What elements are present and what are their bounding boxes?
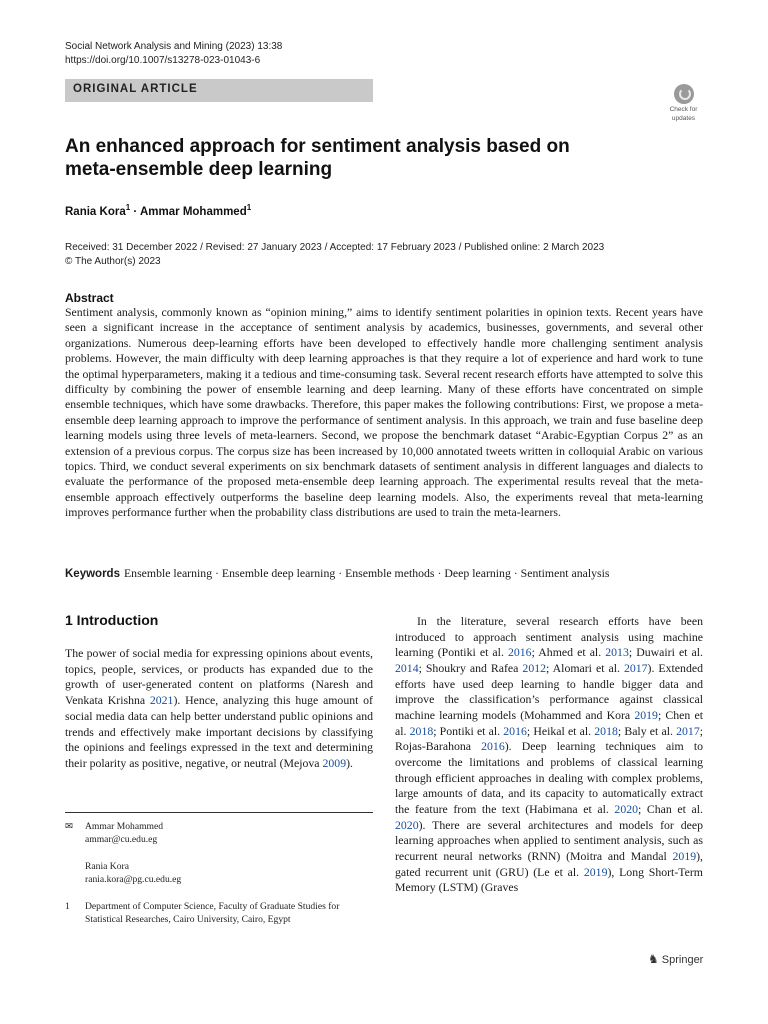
citation-link[interactable]: 2019 [672, 848, 697, 863]
article-type-banner [65, 79, 373, 102]
footnote-divider [65, 812, 373, 813]
citation-link[interactable]: 2021 [149, 693, 174, 708]
publisher-footer [648, 952, 703, 966]
author-list [65, 203, 251, 218]
body-text: ; Rojas-Barahona [395, 723, 703, 754]
publication-history [65, 241, 604, 269]
author-separator: · [133, 205, 138, 218]
body-text: ). [346, 755, 353, 770]
footnote-author-name: Ammar Mohammed [85, 821, 164, 832]
keywords-list: Ensemble learning · Ensemble deep learning · Ensemble methods · Deep learning · Sentiment analysis [123, 566, 610, 580]
affiliation-text: Department of Computer Science, Faculty of Graduate Studies for Statistical Researches, Cairo University, Cairo, Egypt [85, 901, 340, 925]
body-text: ). Hence, analyzing this huge amount of social media data can help better understand public opinions and trends and effectively make important decisions by classifying the opinions and feelings expressed in the text and determining their polarity as positive, negative, or neutral (Mejova [65, 693, 373, 770]
body-text: ). Extended efforts have used deep learning to handle bigger data and improve the classification’s performance against classical machine learning models (Mohammed and Kora [395, 660, 703, 722]
author-name: Ammar Mohammed [140, 205, 247, 218]
check-updates-icon [674, 84, 694, 104]
affiliation-number: 1 [65, 901, 70, 912]
citation-link[interactable]: 2017 [623, 660, 648, 675]
body-text: ; Heikal et al. [526, 723, 595, 738]
springer-horse-icon: ♞ [648, 952, 659, 966]
affiliation-block [65, 900, 373, 926]
paper-title: An enhanced approach for sentiment analysis based on meta-ensemble deep learning [65, 136, 570, 180]
correspondence-footnotes [65, 820, 373, 926]
body-text: ; Chen et al. [395, 707, 703, 738]
citation-link[interactable]: 2018 [594, 723, 618, 738]
copyright-line: © The Author(s) 2023 [65, 256, 161, 267]
body-text: ; Pontiki et al. [433, 723, 504, 738]
publisher-name: Springer [661, 954, 704, 966]
keywords-label: Keywords [65, 568, 120, 580]
check-for-updates-badge[interactable] [664, 84, 703, 124]
affiliation-marker: 1 [246, 203, 252, 212]
dates-line: Received: 31 December 2022 / Revised: 27 January 2023 / Accepted: 17 February 2023 / Published online: 2 March 2023 [65, 242, 605, 253]
journal-citation: Social Network Analysis and Mining (2023) 13:38 [65, 41, 283, 52]
body-text: ; Alomari et al. [546, 660, 624, 675]
body-text: ), gated recurrent unit (GRU) (Le et al. [395, 848, 703, 879]
check-updates-line1: Check for [669, 106, 698, 113]
citation-link[interactable]: 2014 [395, 660, 419, 675]
body-text: ), Long Short-Term Memory (LSTM) (Graves [395, 864, 703, 895]
citation-link[interactable]: 2009 [322, 755, 347, 770]
journal-header [65, 40, 282, 68]
abstract-text: Sentiment analysis, commonly known as “opinion mining,” aims to identify sentiment polarities in opinion texts. Recent years have seen a significant increase in the acceptance of sentiment analysis by academics, businesses, governments, and several other organizations. Numerous deep-learning efforts have been developed to effectively handle more challenging sentiment analysis problems. However, the main difficulty with deep learning approaches is that they require a lot of experience and hard work to tune the optimal hyperparameters, making it a tedious and time-consuming task. Several recent research efforts have attempted to solve this difficulty by combining the power of ensemble learning and deep learning. Many of these efforts have concentrated on simple ensemble techniques, which have some drawbacks. Therefore, this paper makes the following contributions: First, we propose a meta-ensemble deep learning approach to improve the performance of sentiment analysis. In this approach, we train and fuse baseline deep learning models using three levels of meta-learners. Second, we propose the benchmark dataset “Arabic-Egyptian Corpus 2” as an extension of a previous corpus. The corpus size has been increased by 10,000 annotated tweets written in colloquial Arabic on various topics. Third, we conduct several experiments on six benchmark datasets of sentiment analysis in different languages and dialects to evaluate the performance of the proposed meta-ensemble deep learning approach. The experimental results reveal that the meta-ensemble approach effectively outperforms the baseline deep learning models. Also, the experiments reveal that meta-learning improves performance further when the probability class distributions are used to train the meta-learners. [65, 305, 703, 520]
citation-link[interactable]: 2019 [583, 864, 608, 879]
doi-link[interactable]: https://doi.org/10.1007/s13278-023-01043-6 [65, 55, 261, 66]
citation-link[interactable]: 2012 [522, 660, 547, 675]
footnote-author-email[interactable]: ammar@cu.edu.eg [85, 834, 158, 845]
citation-link[interactable]: 2019 [634, 707, 658, 722]
section-heading-introduction: 1 Introduction [65, 612, 159, 628]
body-text: ; Duwairi et al. [628, 645, 703, 660]
keywords-line [65, 566, 705, 581]
envelope-icon: ✉ [65, 821, 74, 832]
citation-link[interactable]: 2016 [481, 739, 505, 754]
body-text: ). Deep learning techniques aim to overcome the limitations and problems of classical learning through efficient approaches in dealing with complex problems, large amounts of data, and its capacity to automatically extract the feature from the text (Habimana et al. [395, 739, 704, 816]
body-text: The power of social media for expressing opinions about events, topics, people, services, or products has expanded due to the growth of user-generated content on platforms (Naresh and Venkata Krishna [65, 646, 373, 708]
footnote-author-name: Rania Kora [85, 861, 129, 872]
body-text: ; Ahmed et al. [531, 645, 606, 660]
author-name: Rania Kora [65, 205, 126, 218]
affiliation-marker: 1 [125, 203, 131, 212]
citation-link[interactable]: 2013 [605, 645, 629, 660]
citation-link[interactable]: 2017 [676, 723, 700, 738]
body-text: ). There are several architectures and models for deep learning approaches when applied to sentiment analysis, such as recurrent neural networks (RNN) (Moitra and Mandal [395, 817, 703, 863]
citation-link[interactable]: 2020 [614, 801, 639, 816]
footnote-author-email[interactable]: rania.kora@pg.cu.edu.eg [85, 874, 182, 885]
body-text: ; Chan et al. [638, 801, 703, 816]
intro-right-column [395, 614, 703, 896]
intro-left-column [65, 646, 373, 772]
corresponding-author-block [65, 820, 373, 886]
citation-link[interactable]: 2016 [507, 645, 532, 660]
body-text: ; Shoukry and Rafea [418, 660, 523, 675]
citation-link[interactable]: 2016 [503, 723, 527, 738]
body-text: ; Baly et al. [617, 723, 677, 738]
citation-link[interactable]: 2020 [395, 817, 419, 832]
body-text: In the literature, several research efforts have been introduced to approach sentiment analysis using machine learning (Pontiki et al. [395, 614, 703, 660]
check-updates-line2: updates [671, 115, 696, 122]
abstract-heading: Abstract [65, 291, 114, 305]
article-type-label: ORIGINAL ARTICLE [73, 83, 198, 95]
citation-link[interactable]: 2018 [409, 723, 434, 738]
